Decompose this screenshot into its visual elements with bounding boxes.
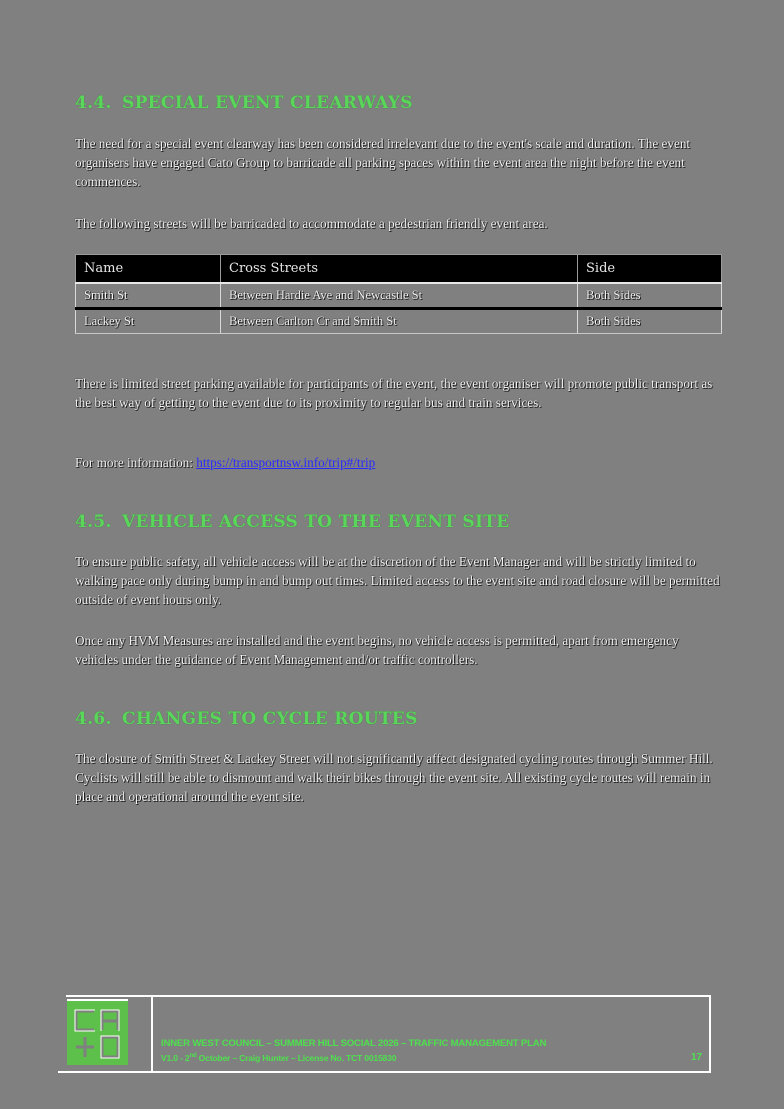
cell-cross-streets: Between Hardie Ave and Newcastle St xyxy=(221,283,578,309)
clearway-table xyxy=(75,254,722,334)
paragraph: The need for a special event clearway has been considered irrelevant due to the event's scale and duration. The event organisers have engaged Cato Group to barricade all parking spaces within the event area the night before the event commences. xyxy=(75,136,691,189)
table-row xyxy=(76,309,722,334)
paragraph: The closure of Smith Street & Lackey Street will not significantly affect designated cycling routes through Summer Hill. Cyclists will still be able to dismount and walk their bikes through the event site. All existing cycle routes will remain in place and operational around the event site. xyxy=(75,751,713,804)
footer-divider xyxy=(151,995,153,1073)
section-number: 4.6. xyxy=(75,709,112,729)
column-header-name: Name xyxy=(76,255,221,284)
section-heading-4-6 xyxy=(75,709,418,729)
section-number: 4.5. xyxy=(75,512,112,532)
page-footer xyxy=(58,995,711,1073)
table-header-row xyxy=(76,255,722,284)
section-title: VEHICLE ACCESS TO THE EVENT SITE xyxy=(122,512,510,532)
section-heading-4-4 xyxy=(75,93,413,113)
column-header-cross-streets: Cross Streets xyxy=(221,255,578,284)
footer-author-license: October – Craig Hunter – License No. TCT 0015830 xyxy=(196,1053,397,1063)
section-title: CHANGES TO CYCLE ROUTES xyxy=(122,709,418,729)
cell-side: Both Sides xyxy=(578,309,722,334)
column-header-side: Side xyxy=(578,255,722,284)
section-title: SPECIAL EVENT CLEARWAYS xyxy=(122,93,413,113)
cell-name: Smith St xyxy=(76,283,221,309)
more-info-line xyxy=(75,453,725,472)
footer-divider xyxy=(709,995,711,1073)
paragraph: The following streets will be barricaded to accommodate a pedestrian friendly event area. xyxy=(75,216,548,231)
paragraph: Once any HVM Measures are installed and the event begins, no vehicle access is permitted, apart from emergency vehicles under the guidance of Event Management and/or traffic controllers. xyxy=(75,633,679,667)
paragraph: There is limited street parking available for participants of the event, the event organiser will promote public transport as the best way of getting to the event due to its proximity to regular bus and train services. xyxy=(75,376,713,410)
section-heading-4-5 xyxy=(75,512,509,532)
table-row xyxy=(76,283,722,309)
paragraph: To ensure public safety, all vehicle access will be at the discretion of the Event Manager and will be strictly limited to walking pace only during bump in and bump out times. Limited access to the event site and road closure will be permitted outside of event hours only. xyxy=(75,554,720,607)
page-number: 17 xyxy=(691,1052,703,1063)
cell-cross-streets: Between Carlton Cr and Smith St xyxy=(221,309,578,334)
footer-divider xyxy=(58,1071,711,1073)
cato-logo-icon xyxy=(67,999,128,1065)
footer-version-line xyxy=(161,1053,396,1063)
footer-version: V1.0 - 2 xyxy=(161,1053,190,1063)
footer-version-sup: nd xyxy=(189,1053,197,1060)
cell-side: Both Sides xyxy=(578,283,722,309)
cell-name: Lackey St xyxy=(76,309,221,334)
section-number: 4.4. xyxy=(75,93,112,113)
footer-title: INNER WEST COUNCIL – SUMMER HILL SOCIAL 2026 – TRAFFIC MANAGEMENT PLAN xyxy=(161,1038,547,1049)
footer-divider xyxy=(66,995,711,997)
transport-link[interactable]: https://transportnsw.info/trip#/trip xyxy=(196,455,376,470)
more-info-label: For more information: xyxy=(75,455,193,470)
